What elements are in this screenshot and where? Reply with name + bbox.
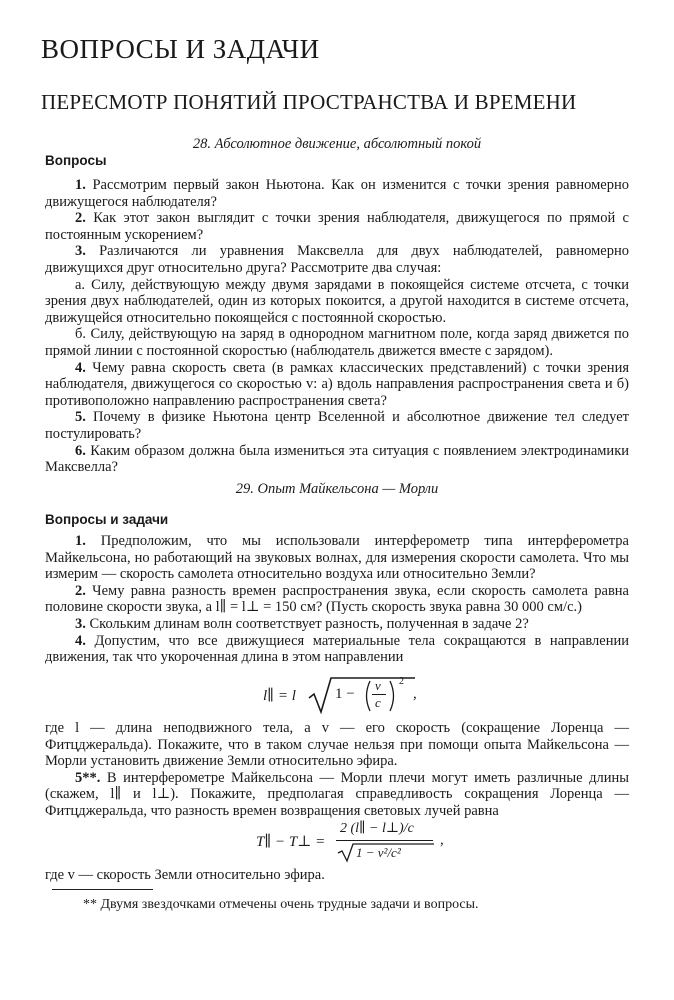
question-3 — [45, 243, 629, 276]
problem-4 — [45, 633, 629, 666]
problem-5-continued: где v — скорость Земли относительно эфира. — [45, 867, 325, 883]
chapter-title: ПЕРЕСМОТР ПОНЯТИЙ ПРОСТРАНСТВА И ВРЕМЕНИ — [41, 90, 577, 114]
question-text: Каким образом должна была измениться эта ситуация с появлением электродинамики Максвелла? — [45, 442, 629, 476]
question-number: 5. — [75, 409, 86, 426]
section-28-questions — [45, 177, 629, 476]
formula-c: c — [375, 695, 381, 710]
footnote-divider — [52, 889, 153, 890]
problem-number: 1. — [75, 533, 86, 549]
formula-lorentz-contraction — [263, 674, 423, 714]
problem-5 — [45, 770, 629, 820]
question-text: Рассмотрим первый закон Ньютона. Как он изменится с точки зрения равномерно движущегося наблюдателя? — [45, 177, 629, 210]
problem-text: Допустим, что все движущиеся материальные тела сокращаются в направлении движения, так что укороченная длина в этом направлении — [45, 632, 629, 666]
problem-number: 2. — [75, 582, 86, 599]
section-29-title: 29. Опыт Майкельсона — Морли — [235, 481, 439, 497]
question-4 — [45, 360, 629, 410]
formula-exponent: 2 — [399, 676, 404, 687]
heading: ВОПРОСЫ И ЗАДАЧИ — [41, 34, 320, 64]
problem-3 — [45, 616, 629, 633]
problem-text: Чему равна разность времен распространения звука, если скорость самолета равна половине скорости звука, а l∥ = l⊥ = 150 см? (Пусть скорость звука равна 30 000 см/с.) — [45, 582, 629, 616]
problem-1 — [45, 533, 629, 583]
question-3b: б. Силу, действующую на заряд в однородном магнитном поле, когда заряд движется по прямой линии с постоянной скоростью (наблюдатель движется вместе с зарядом). — [45, 326, 629, 359]
problem-text: В интерферометре Майкельсона — Морли плечи могут иметь различные длины (скажем, l∥ и l⊥). Покажите, предполагая справедливость сокращения Лоренца — Фитцджеральда, что разность времен возвращения световых лучей равна — [45, 769, 629, 819]
left-paren-icon — [361, 679, 373, 713]
question-number: 6. — [75, 442, 86, 459]
question-number: 2. — [75, 210, 86, 227]
question-text: Как этот закон выглядит с точки зрения наблюдателя, движущегося по прямой с постоянным ускорением? — [45, 210, 629, 243]
question-1 — [45, 177, 629, 210]
section-28-subtitle: Вопросы — [45, 153, 107, 168]
formula-denominator: 1 − v²/c² — [356, 845, 401, 860]
formula-comma: , — [440, 832, 444, 848]
formula-time-difference — [256, 820, 446, 864]
question-2 — [45, 210, 629, 243]
problem-number: 3. — [75, 615, 86, 632]
question-text: Различаются ли уравнения Максвелла для двух наблюдателей, равномерно движущихся друг относительно друга? Рассмотрите два случая: — [45, 243, 629, 276]
section-29-problems-c — [45, 867, 629, 884]
right-paren-icon — [387, 679, 399, 713]
formula-one-minus: 1 − — [335, 686, 355, 702]
question-5 — [45, 409, 629, 442]
problem-number: 5**. — [75, 769, 101, 786]
problem-number: 4. — [75, 632, 86, 649]
question-text: Чему равна скорость света (в рамках классических представлений) с точки зрения наблюдателя, движущегося со скоростью v: а) вдоль направления распространения света и б) противоположно направлению распространения света? — [45, 359, 629, 409]
problem-2 — [45, 583, 629, 616]
formula-lhs: l∥ = l — [263, 688, 296, 704]
formula-comma: , — [413, 686, 417, 702]
question-3a: а. Силу, действующую между двумя зарядами в покоящейся системе отсчета, с точки зрения двух наблюдателей, один из которых покоится, а другой находится в системе отсчета, движущейся относительно покоящейся с постоянной скоростью. — [45, 276, 629, 326]
question-number: 3. — [75, 243, 86, 260]
question-number: 4. — [75, 359, 86, 376]
formula-numerator: 2 (l∥ − l⊥)/c — [340, 821, 414, 836]
question-text: Почему в физике Ньютона центр Вселенной и абсолютное движение тел следует постулировать? — [45, 409, 629, 442]
section-29-problems-b — [45, 720, 629, 820]
footnote: ** Двумя звездочками отмечены очень трудные задачи и вопросы. — [83, 897, 479, 912]
section-29-subtitle: Вопросы и задачи — [45, 512, 169, 527]
formula-lhs: T∥ − T⊥ = — [256, 834, 326, 850]
section-29-problems-a — [45, 533, 629, 666]
formula-v: v — [375, 678, 381, 693]
section-28-title: 28. Абсолютное движение, абсолютный покой — [192, 136, 482, 152]
question-number: 1. — [75, 177, 86, 193]
problem-text: Предположим, что мы использовали интерферометр типа интерферометра Майкельсона, но работающий на звуковых волнах, для измерения скорости самолета. Что мы измерим — скорость самолета относительно воздуха или относительно Земли? — [45, 533, 629, 583]
question-6 — [45, 443, 629, 476]
problem-text: Скольким длинам волн соответствует разность, полученная в задаче 2? — [85, 615, 529, 632]
problem-4-continued: где l — длина неподвижного тела, а v — его скорость (сокращение Лоренца — Фитцджеральда). Покажите, что в таком случае нельзя при помощи опыта Майкельсона — Морли установить движение Земли относительно эфира. — [45, 720, 629, 770]
